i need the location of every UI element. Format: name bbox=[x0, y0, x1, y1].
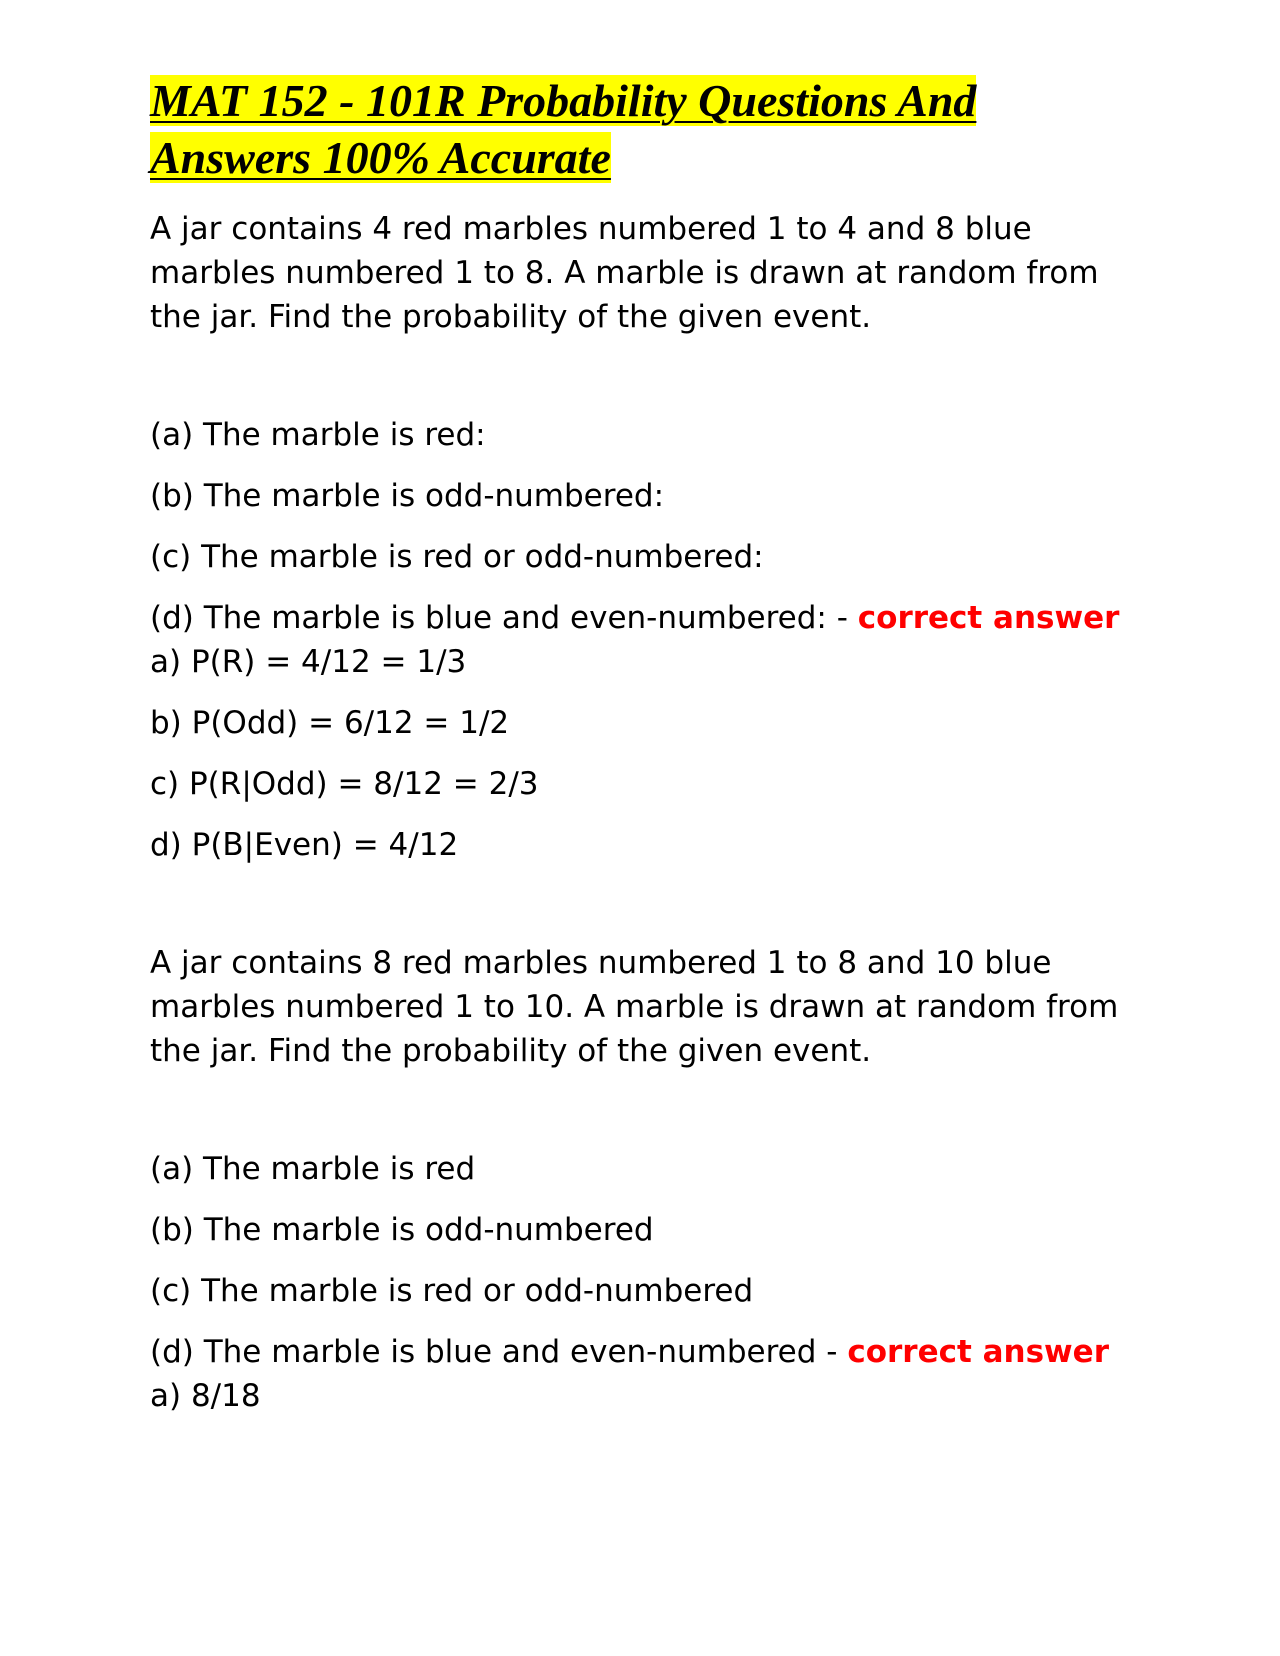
answer-a: a) 8/18 bbox=[150, 1378, 261, 1414]
question-1-part-d-with-answer bbox=[150, 596, 1140, 684]
answer-d: d) P(B|Even) = 4/12 bbox=[150, 827, 459, 863]
spacer bbox=[150, 884, 1140, 941]
question-1-part-d: (d) The marble is blue and even-numbered: - bbox=[150, 600, 858, 636]
document-title bbox=[150, 72, 1140, 186]
question-2-part-d: (d) The marble is blue and even-numbered - bbox=[150, 1334, 848, 1370]
correct-answer-label: correct answer bbox=[857, 600, 1120, 636]
title-line-2: Answers 100% Accurate bbox=[150, 132, 611, 183]
spacer bbox=[150, 1090, 1140, 1147]
correct-answer-label: correct answer bbox=[847, 1334, 1109, 1370]
question-1 bbox=[150, 207, 1140, 867]
question-2-part-d-with-answer bbox=[150, 1330, 1140, 1418]
question-2 bbox=[150, 941, 1140, 1418]
question-2-part-c: (c) The marble is red or odd-numbered bbox=[150, 1273, 754, 1309]
question-1-part-b: (b) The marble is odd-numbered: bbox=[150, 478, 665, 514]
question-1-part-a: (a) The marble is red: bbox=[150, 417, 486, 453]
answer-b: b) P(Odd) = 6/12 = 1/2 bbox=[150, 705, 510, 741]
question-2-prompt: A jar contains 8 red marbles numbered 1 to 8 and 10 blue marbles numbered 1 to 10. A marble is drawn at random from the jar. Find the probability of the given event. bbox=[150, 945, 1119, 1069]
question-1-prompt: A jar contains 4 red marbles numbered 1 to 4 and 8 blue marbles numbered 1 to 8. A marble is drawn at random from the jar. Find the probability of the given event. bbox=[150, 211, 1099, 335]
spacer bbox=[150, 356, 1140, 413]
title-line-1: MAT 152 - 101R Probability Questions And bbox=[150, 75, 977, 126]
document-page bbox=[150, 72, 1140, 1435]
question-2-part-a: (a) The marble is red bbox=[150, 1151, 476, 1187]
answer-a: a) P(R) = 4/12 = 1/3 bbox=[150, 644, 467, 680]
question-2-part-b: (b) The marble is odd-numbered bbox=[150, 1212, 654, 1248]
answer-c: c) P(R|Odd) = 8/12 = 2/3 bbox=[150, 766, 539, 802]
question-1-part-c: (c) The marble is red or odd-numbered: bbox=[150, 539, 764, 575]
